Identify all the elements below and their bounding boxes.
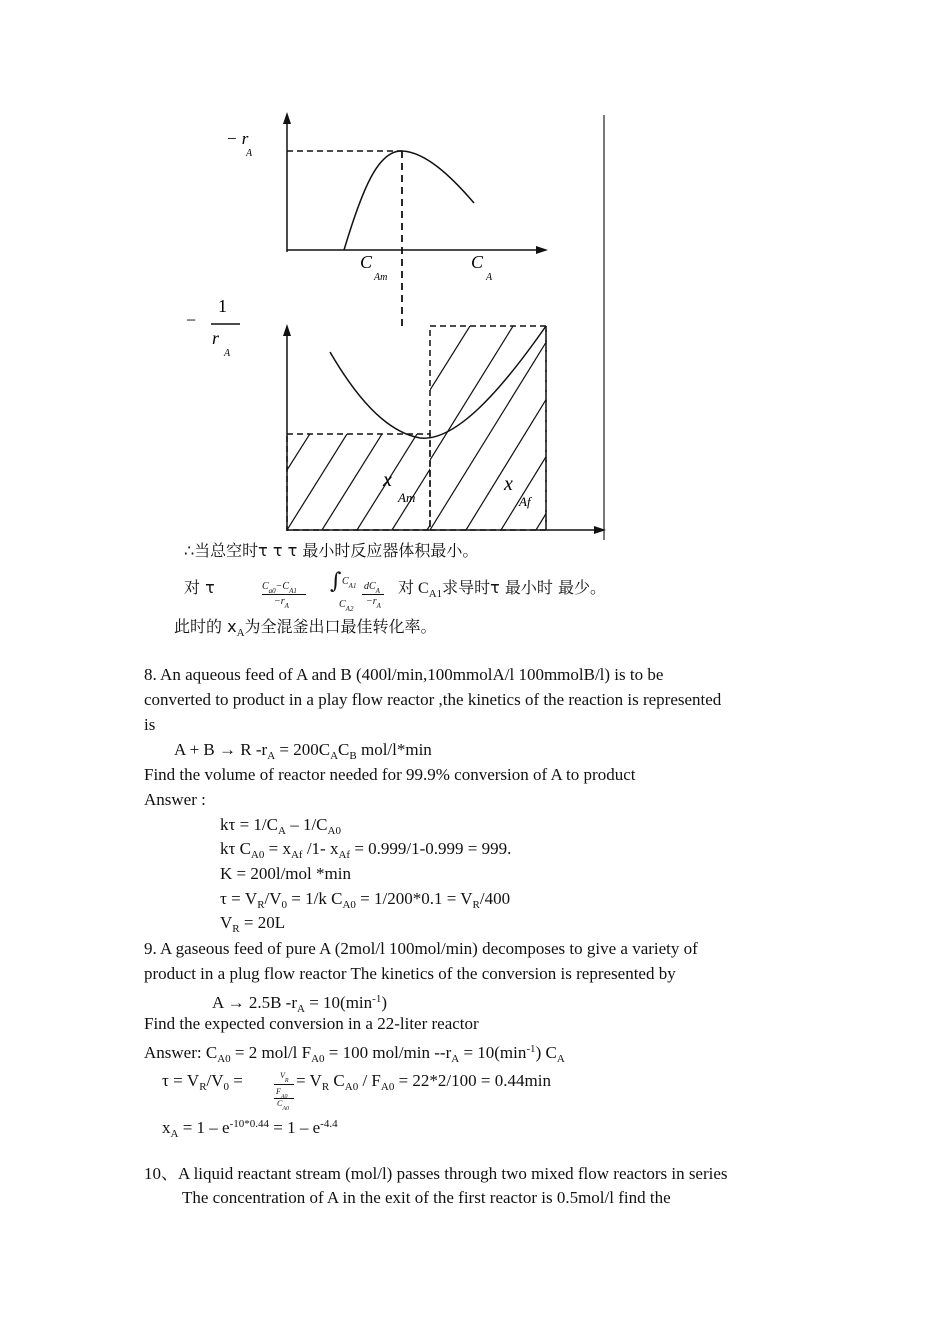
top-x-arrow <box>536 246 548 254</box>
p8-eq4: $\tau = V_R/V_0 = 1/k$ $C_{A0} = 1/200*0.1 = V_R/400$ <box>220 889 511 911</box>
p9-line2: product in a plug flow reactor The kinetics of the conversion is represented by <box>144 964 676 983</box>
cn-line-1: ∴当总空时τ τ τ 最小时反应器体积最小。 <box>184 541 479 560</box>
frac-denominator: $-r_A$ <box>274 596 289 610</box>
p9-line1: 9. A gaseous feed of pure A (2mol/l 100mol/min) decomposes to give a variety of <box>144 939 698 958</box>
p8-answer-label: Answer : <box>144 790 206 809</box>
p8-eq1: $k\tau = 1/C_A - 1/C_{A0}$ <box>220 815 341 837</box>
label-cam: C <box>360 252 373 272</box>
top-ylabel: − r <box>226 129 249 148</box>
label-xam-sub: Am <box>398 490 416 505</box>
p8-line2: converted to product in a play flow reactor ,the kinetics of the reaction is represented <box>144 690 722 709</box>
tau-frac-den2: $C_{A0}$ <box>277 1099 290 1112</box>
rate-curve-figure <box>0 0 950 545</box>
p9-tau <box>162 1070 662 1116</box>
label-ca: C <box>471 252 484 272</box>
label-ca-sub: A <box>486 272 493 283</box>
label-xaf: x <box>504 473 513 495</box>
p10-line1: 10、A liquid reactant stream (mol/l) passes through two mixed flow reactors in series <box>144 1164 728 1183</box>
p8-line3: is <box>144 715 156 734</box>
rate-curve <box>344 151 474 250</box>
cn-line-3: 此时的 $x_A$为全混釜出口最佳转化率。 <box>174 617 437 639</box>
label-cam-sub: Am <box>374 272 388 283</box>
bottom-y-arrow <box>283 324 291 336</box>
top-y-arrow <box>283 112 291 124</box>
p10-line2: The concentration of A in the exit of the first reactor is 0.5mol/l find the <box>182 1188 671 1207</box>
bottom-ylabel-den: r <box>212 328 220 348</box>
tau-frac-den: $F_{A0}$ <box>276 1087 288 1100</box>
p8-line1: 8. An aqueous feed of A and B (400l/min,100mmolA/l 100mmolB/l) is to be <box>144 665 664 684</box>
cn-line-2b: 对 $C_{A1}$求导时τ 最小时 最少。 <box>398 578 606 600</box>
p9-answer: Answer: $C_{A0} = 2$ mol/l $F_{A0} = 100$ mol/min $--r_A = 10(\min^{-1})$ $C_A$ <box>144 1043 565 1065</box>
bottom-ylabel-den-sub: A <box>224 348 231 359</box>
p8-eq3: K = 200l/mol *min <box>220 864 351 883</box>
label-xam: x <box>383 469 392 491</box>
p8-reaction: A + B → R $-r_A = 200C_AC_B$ mol/l*min <box>174 740 432 762</box>
frac-bar <box>262 594 306 595</box>
p8-eq5: $V_R = 20L$ <box>220 913 286 935</box>
frac-numerator: $C_{a0}-C_{A1}$ <box>262 581 297 595</box>
integral-body: $dC_A$ <box>364 581 380 595</box>
integral-sign: ∫ <box>330 569 342 594</box>
bottom-ylabel-minus: − <box>186 310 197 330</box>
cn-line-2 <box>184 569 784 615</box>
integral-bar <box>362 594 384 595</box>
p9-xa: $x_A = 1 - e^{-10*0.44} = 1 - e^{-4.4}$ <box>162 1118 338 1140</box>
label-xaf-sub: Af <box>519 494 531 509</box>
integral-den: $-r_A$ <box>366 596 381 610</box>
integral-lower: $C_{A2}$ <box>339 599 354 613</box>
p9-line4: Find the expected conversion in a 22-liter reactor <box>144 1014 479 1033</box>
bottom-ylabel-num: 1 <box>218 296 227 316</box>
inverse-rate-curve <box>330 326 546 438</box>
p8-eq2: kτ $C_{A0} = x_{Af}$ /1- $x_{Af} = 0.999/1-0.999 = 999$. <box>220 839 512 861</box>
tau-frac-num: $V_R$ <box>280 1071 289 1084</box>
tau-frac-bar <box>274 1084 294 1085</box>
integral-upper: $C_{A1}$ <box>342 576 357 590</box>
p9-tau-left: $\tau = V_R/V_0$ = <box>162 1071 243 1093</box>
top-ylabel-sub: A <box>246 148 253 159</box>
p9-tau-right: = $V_R$ $C_{A0} / F_{A0} = 22*2/100 = 0.44\min$ <box>296 1071 551 1093</box>
cn-line-2a: 对 τ <box>184 578 215 597</box>
p8-line5: Find the volume of reactor needed for 99.9% conversion of A to product <box>144 765 636 784</box>
p9-reaction: A → 2.5B $-r_A = 10(\min^{-1})$ <box>212 993 387 1015</box>
